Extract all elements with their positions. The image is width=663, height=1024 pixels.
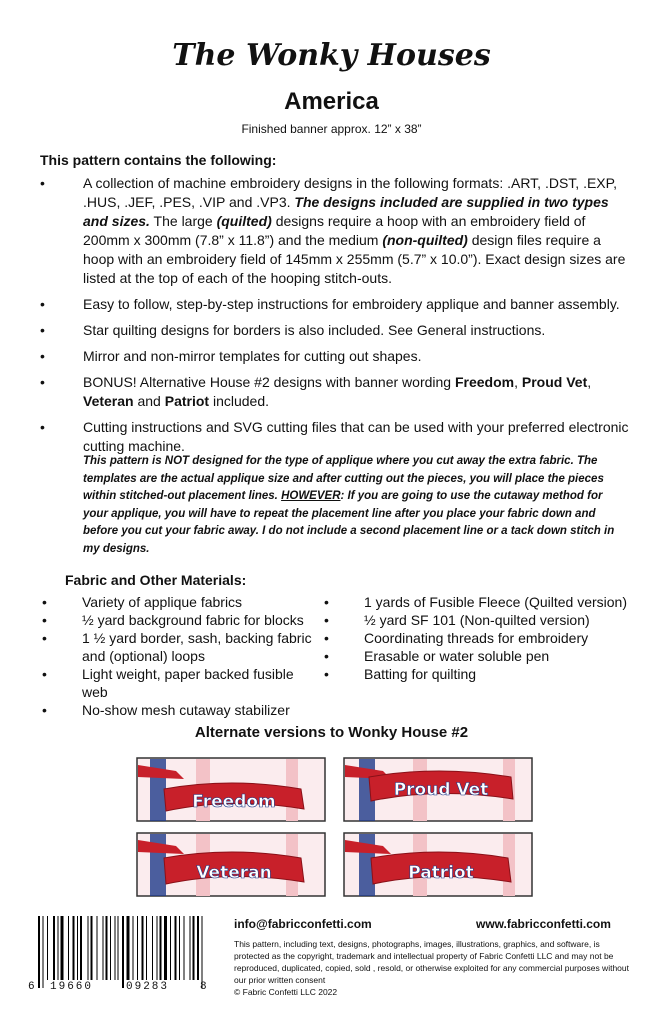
list-item: • Coordinating threads for embroidery: [324, 630, 589, 646]
banner-patriot-label: Patriot: [408, 863, 474, 883]
list-item: • Variety of applique fabrics: [42, 594, 243, 610]
list-item: • Star quilting designs for borders is also included. See General instructions.: [40, 322, 546, 338]
list-item: • Mirror and non-mirror templates for cutting out shapes.: [40, 348, 422, 364]
finished-size: Finished banner approx. 12” x 38”: [241, 122, 422, 136]
materials-list-left: [42, 593, 322, 719]
website-link[interactable]: www.fabricconfetti.com: [476, 917, 611, 931]
banner-patriot-image: [343, 832, 533, 897]
list-item: • Erasable or water soluble pen: [324, 648, 550, 664]
list-item: • ½ yard background fabric for blocks: [42, 612, 304, 628]
banner-freedom-label: Freedom: [192, 792, 276, 812]
contents-heading: This pattern contains the following:: [40, 152, 277, 168]
list-item: • A collection of machine embroidery designs in the following formats: .ART, .DST, .EXP, .HUS, .JEF, .PES, .VIP and .VP3. The designs included are supplied in two types and sizes. The large (quilted) designs require a hoop with an embroidery field of 200mm x 300mm (7.8” x 11.8”) and the medium (non-quilted) design files require a hoop with an embroidery field of 145mm x 255mm (5.7” x 10.0”). Exact design sizes are listed at the top of each of the hooping stitch-outs.: [40, 175, 626, 286]
list-item: • Cutting instructions and SVG cutting files that can be used with your preferred electronic cutting machine.: [40, 419, 629, 454]
list-item: • Light weight, paper backed fusible web: [42, 666, 294, 700]
copyright-notice: This pattern, including text, designs, photographs, images, illustrations, graphics, and software, is protected as the copyright, trademark and intellectual property of Fabric Confetti LLC and may not be reproduced, duplicated, copied, sold , resold, or otherwise exploited for any commercial purposes without our prior written consent © Fabric Confetti LLC 2022: [234, 939, 629, 997]
banner-proud-vet-label: Proud Vet: [393, 780, 489, 800]
contact-email[interactable]: info@fabricconfetti.com: [234, 917, 372, 931]
materials-list-right: [324, 593, 644, 683]
applique-note: This pattern is NOT designed for the type of applique where you cut away the extra fabric. The templates are the actual applique size and after cutting out the pieces, you will place the pieces within stitched-out placement lines. HOWEVER: If you are going to use the cutaway method for your applique, you will have to repeat the placement line after you place your fabric down and before you cut your fabric away. I do not include a second placement line or a tack down stitch in my designs.: [83, 455, 615, 555]
banner-veteran-image: [136, 832, 326, 897]
list-item: • 1 yards of Fusible Fleece (Quilted version): [324, 594, 627, 610]
banner-proud-vet-image: [343, 757, 533, 822]
list-item: • BONUS! Alternative House #2 designs with banner wording Freedom, Proud Vet, Veteran and Patriot included.: [40, 374, 592, 409]
pattern-title: The Wonky Houses: [172, 38, 491, 73]
list-item: • Batting for quilting: [324, 666, 477, 682]
materials-heading: Fabric and Other Materials:: [65, 572, 247, 588]
banner-veteran-label: Veteran: [196, 863, 272, 883]
list-item: • ½ yard SF 101 (Non-quilted version): [324, 612, 590, 628]
banner-freedom-image: [136, 757, 326, 822]
list-item: • No-show mesh cutaway stabilizer: [42, 702, 290, 718]
list-item: • Easy to follow, step-by-step instructions for embroidery applique and banner assembly.: [40, 296, 620, 312]
contents-list: [40, 174, 630, 463]
pattern-subtitle: America: [284, 88, 379, 115]
list-item: • 1 ½ yard border, sash, backing fabric and (optional) loops: [42, 630, 312, 664]
alternates-heading: Alternate versions to Wonky House #2: [194, 724, 469, 741]
